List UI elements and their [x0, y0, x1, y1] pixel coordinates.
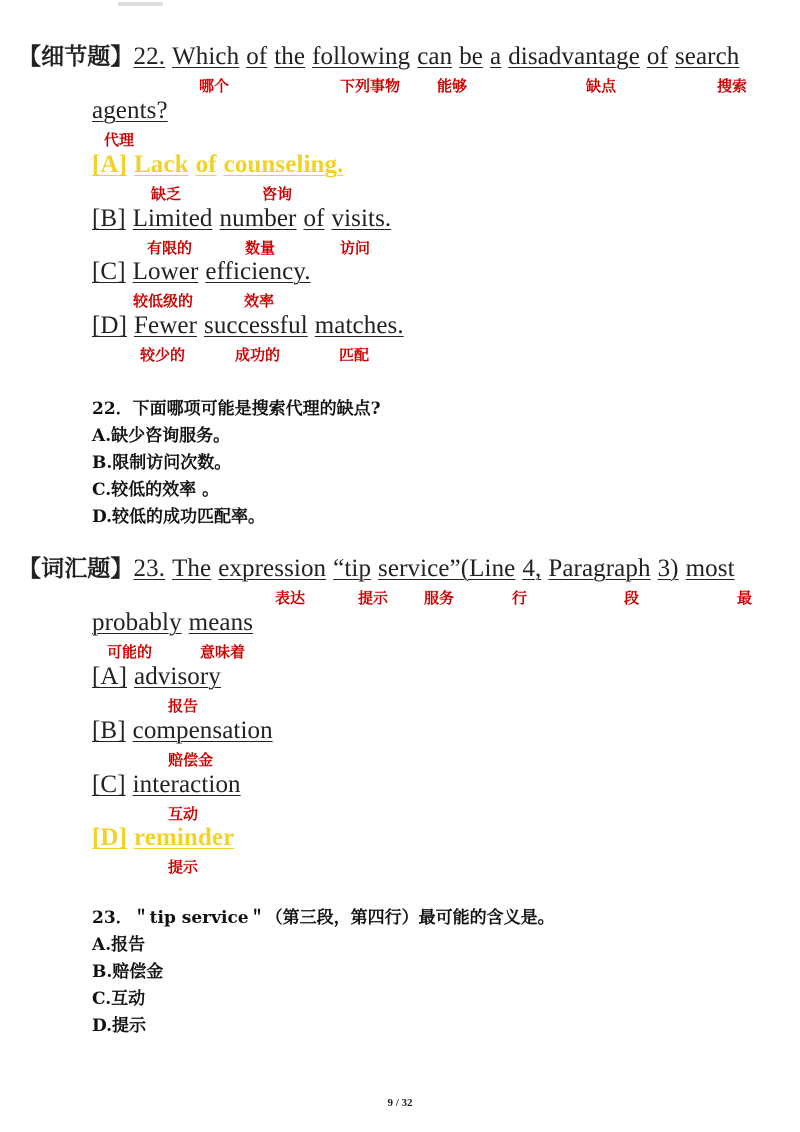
- scan-artifact: [118, 2, 163, 6]
- gloss-counseling: 咨询: [262, 185, 293, 203]
- q22-translation-b: B.限制访问次数。: [92, 453, 232, 473]
- q23-option-a: [A] advisory: [92, 663, 221, 690]
- gloss-agents: 代理: [104, 131, 135, 149]
- q22-option-d: [D] Fewer successful matches.: [92, 312, 404, 339]
- q22-translation-question: 22．下面哪项可能是搜索代理的缺点?: [92, 399, 381, 419]
- q22-stem-line2: agents?: [92, 97, 168, 124]
- gloss-fewer: 较少的: [140, 346, 186, 364]
- q23-option-b: [B] compensation: [92, 717, 273, 744]
- gloss-search: 搜索: [717, 77, 748, 95]
- gloss-can: 能够: [437, 77, 468, 95]
- q23-type-tag: 【词汇题】: [18, 556, 134, 582]
- gloss-limited: 有限的: [147, 239, 193, 257]
- q22-translation-c: C.较低的效率 。: [92, 480, 220, 500]
- gloss-following: 下列事物: [340, 77, 401, 95]
- gloss-most: 最: [737, 589, 753, 607]
- gloss-paragraph: 段: [624, 589, 640, 607]
- q23-translation: [92, 905, 555, 1040]
- gloss-visits: 访问: [340, 239, 371, 257]
- gloss-service: 服务: [424, 589, 455, 607]
- page-number: 9 / 32: [387, 1097, 413, 1109]
- q23-translation-a: A.报告: [92, 935, 146, 955]
- q22-type-tag: 【细节题】: [18, 44, 134, 70]
- gloss-line: 行: [512, 589, 528, 607]
- gloss-reminder: 提示: [168, 858, 199, 876]
- gloss-successful: 成功的: [235, 346, 281, 364]
- gloss-advisory: 报告: [168, 697, 199, 715]
- q22-option-a: [A] Lack of counseling.: [92, 151, 344, 178]
- gloss-which: 哪个: [199, 77, 230, 95]
- q23-translation-b: B.赔偿金: [92, 962, 164, 982]
- q22-stem-line1: 【细节题】22. Which of the following can be a disadvantage of search: [18, 43, 740, 70]
- gloss-efficiency: 效率: [244, 292, 275, 310]
- gloss-expression: 表达: [275, 589, 306, 607]
- gloss-number: 数量: [245, 239, 276, 257]
- q22-option-c: [C] Lower efficiency.: [92, 258, 311, 285]
- gloss-lower: 较低级的: [133, 292, 194, 310]
- q22-option-b: [B] Limited number of visits.: [92, 205, 392, 232]
- q23-stem-line2: probably means: [92, 609, 254, 636]
- q22-translation-d: D.较低的成功匹配率。: [92, 507, 266, 527]
- q23-translation-d: D.提示: [92, 1016, 147, 1036]
- q23-translation-c: C.互动: [92, 989, 146, 1009]
- gloss-lack: 缺乏: [151, 185, 182, 203]
- q23-option-d: [D] reminder: [92, 824, 235, 851]
- gloss-interaction: 互动: [168, 805, 199, 823]
- q23-option-c: [C] interaction: [92, 771, 241, 798]
- gloss-means: 意味着: [200, 643, 246, 661]
- q22-translation-a: A.缺少咨询服务。: [92, 426, 231, 446]
- q23-stem-line1: 【词汇题】23. The expression “tip service”(Line 4, Paragraph 3) most: [18, 555, 735, 582]
- q22-translation: [92, 396, 381, 531]
- gloss-compensation: 赔偿金: [168, 751, 214, 769]
- gloss-matches: 匹配: [339, 346, 370, 364]
- q23-translation-question: 23．＂tip service＂（第三段，第四行）最可能的含义是。: [92, 908, 555, 928]
- gloss-tip: 提示: [358, 589, 389, 607]
- gloss-probably: 可能的: [107, 643, 153, 661]
- gloss-disadvantage: 缺点: [586, 77, 617, 95]
